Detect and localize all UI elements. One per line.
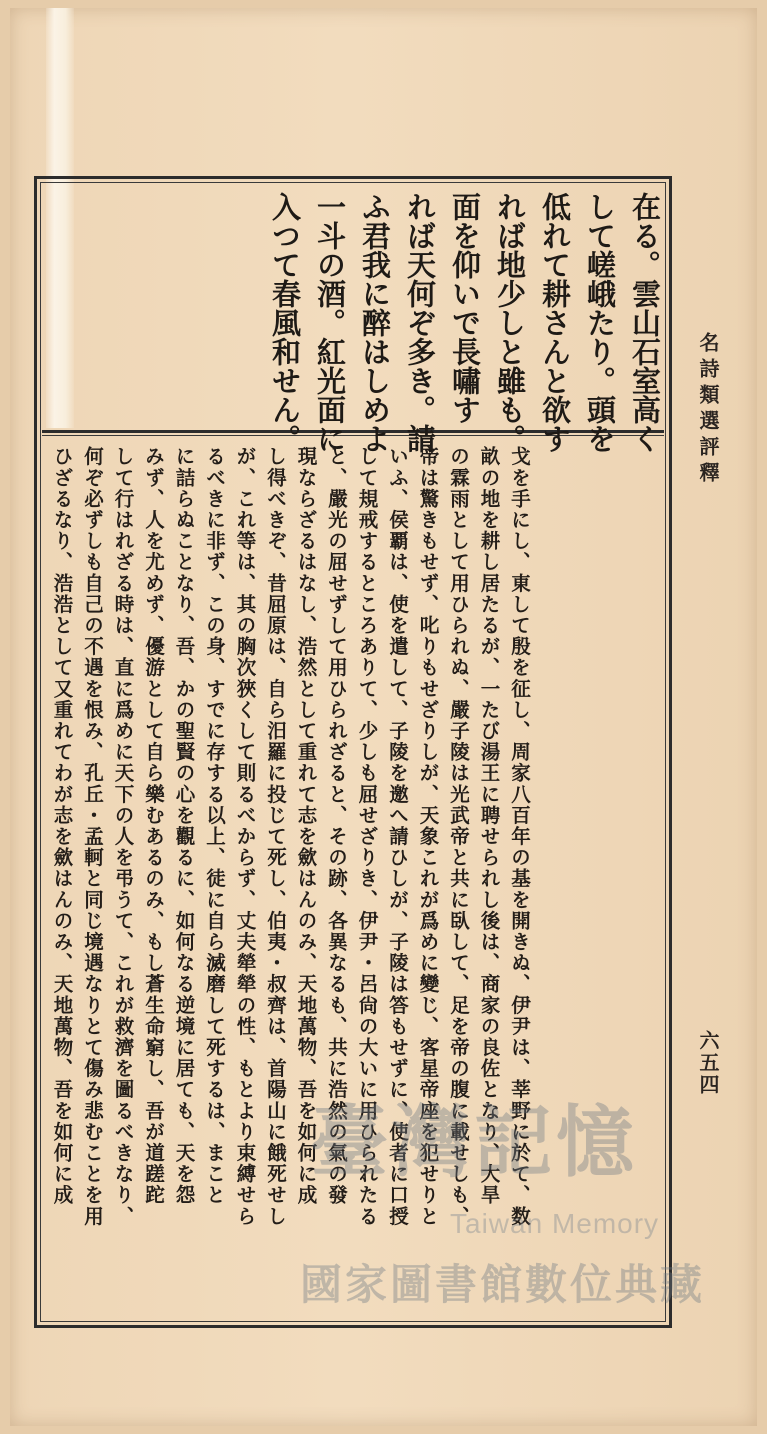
watermark-main: 臺灣記憶 [310, 1097, 639, 1188]
commentary-text: 戈を手にし、東して殷を征し、周家八百年の基を開きぬ、伊尹は、莘野に於て、数 畝の地を耕し居たるが、一たび湯王に聘せられし後は、商家の良佐となり、大旱 の霖雨として用ひられぬ、嚴子陵は光武帝と共に臥して、足を帝の腹に載せしも、 帝は驚きもせず、叱りもせざりしが、天象これが爲めに變じ、客星帝座を犯せりと いふ、侯覇は、使を遣して、子陵を邀へ請ひしが、子陵は答もせずに、使者に口授 して規戒するところありて、少しも屈せざりき、伊尹・呂尙の大いに用ひられたる と、嚴光の屈せずして用ひられざると、その跡、各異なるも、共に浩然の氣の發 現ならざるはなし、浩然として重れて志を歛はんのみ、天地萬物、吾を如何に成 し得べきぞ、昔屈原は、自ら汨羅に投じて死し、伯夷・叔齊は、首陽山に餓死せし が、これ等は、其の胸次狹くして則るべからず、丈夫犖犖の性、もとより束縛せら るべきに非ず、この身、すでに存する以上、徒に自ら滅磨して死するは、まこと に詰らぬことなり、吾、かの聖賢の心を觀るに、如何なる逆境に居ても、天を怨 みず、人を尤めず、優游として自ら樂むあるのみ、もし蒼生命窮し、吾が道蹉跎 して行はれざる時は、直に爲めに天下の人を弔うて、これが救濟を圖るべきなり、 何ぞ必ずしも自己の不遇を恨み、孔丘・孟軻と同じ境遇なりとて傷み悲むことを用 ひざるなり、浩浩として又重れてわが志を歛はんのみ、天地萬物、吾を如何に成 [50, 446, 531, 1227]
poem-text: 在る。雲山石室高く して嵯峨たり。頭を 低れて耕さんと欲す れば地少しと雖も。 面を仰いで長嘯す れば天何ぞ多き。請 ふ君我に醉はしめよ 一斗の酒。紅光面に 入つて春風和せん。 [268, 192, 662, 453]
watermark-line: 國家圖書館數位典藏 [300, 1260, 706, 1309]
poem-block [262, 192, 662, 453]
running-title: 名詩類選評釋 [696, 332, 720, 488]
page-number: 六五四 [696, 1030, 720, 1096]
commentary-block [46, 446, 664, 1318]
watermark-sub: Taiwan Memory [450, 1208, 660, 1239]
